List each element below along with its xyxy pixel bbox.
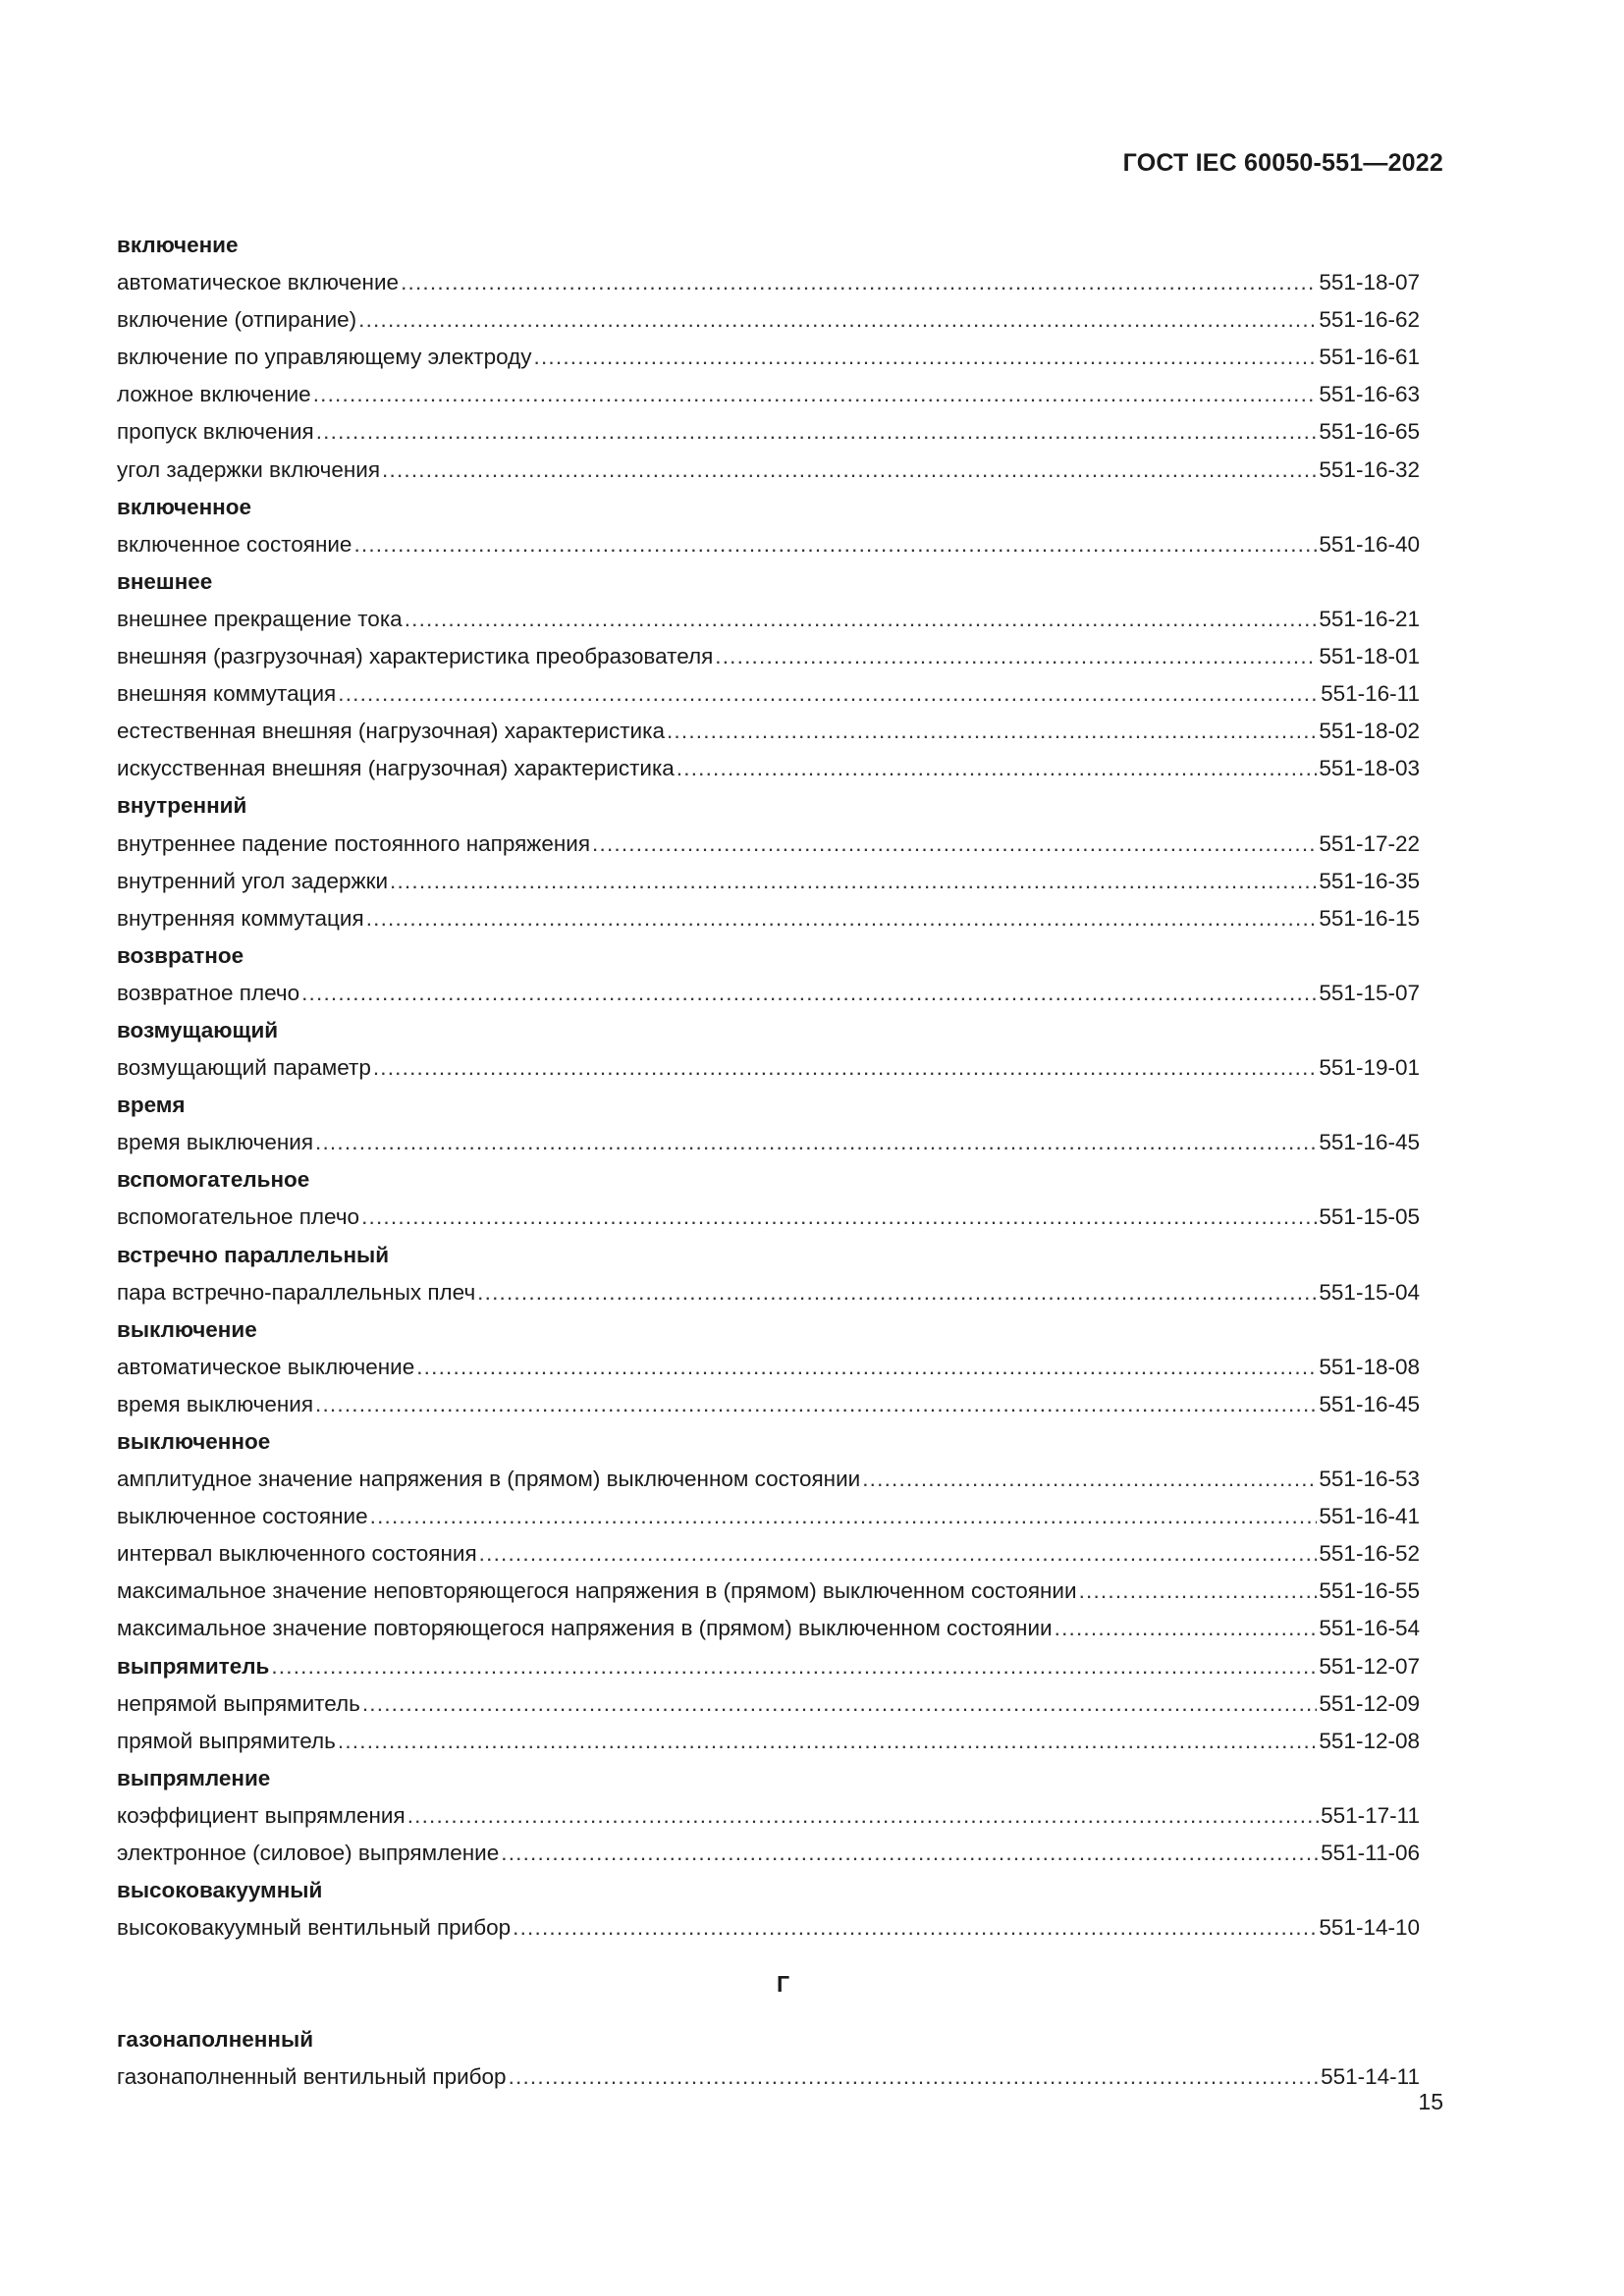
dot-leader	[509, 2058, 1320, 2096]
index-entry	[117, 975, 1420, 1012]
index-heading	[117, 937, 1420, 975]
dot-leader	[362, 1685, 1318, 1723]
dot-leader	[534, 339, 1318, 376]
entry-code: 551-19-01	[1319, 1055, 1420, 1081]
index-heading	[117, 489, 1420, 526]
dot-leader	[1055, 1610, 1318, 1647]
dot-leader	[501, 1835, 1319, 1872]
entry-code: 551-16-11	[1321, 681, 1420, 707]
document-header: ГОСТ IEC 60050-551—2022	[1122, 149, 1443, 177]
entry-term: возмущающий параметр	[117, 1055, 371, 1081]
index-heading	[117, 1648, 1420, 1685]
entry-term: газонаполненный вентильный прибор	[117, 2064, 507, 2090]
entry-term: высоковакуумный вентильный прибор	[117, 1915, 512, 1941]
entry-term: внутренняя коммутация	[117, 905, 364, 931]
entry-code: 551-15-07	[1319, 980, 1420, 1005]
dot-leader	[338, 675, 1319, 713]
section-letter: Г	[776, 1971, 790, 1998]
entry-term: внешняя коммутация	[117, 681, 337, 707]
heading-term: возмущающий	[117, 1017, 279, 1042]
entry-term: коэффициент выпрямления	[117, 1802, 406, 1828]
entry-term: включение (отпирание)	[117, 307, 357, 333]
entry-term: максимальное значение неповторяющегося напряжения в (прямом) выключенном состоянии	[117, 1578, 1077, 1604]
entry-code: 551-16-32	[1319, 456, 1420, 482]
index-entry	[117, 750, 1420, 787]
index-entry	[117, 376, 1420, 413]
entry-code: 551-16-52	[1319, 1541, 1420, 1567]
dot-leader	[315, 1124, 1317, 1161]
entry-code: 551-14-11	[1321, 2064, 1420, 2090]
heading-term: время	[117, 1093, 186, 1118]
index-entry	[117, 1685, 1420, 1723]
index-entry	[117, 1386, 1420, 1423]
index-entry	[117, 1124, 1420, 1161]
index-entry	[117, 1573, 1420, 1610]
index-heading	[117, 1423, 1420, 1461]
index-heading	[117, 1760, 1420, 1797]
entry-term: ложное включение	[117, 382, 311, 407]
entry-term: время выключения	[117, 1391, 314, 1416]
heading-term: встречно параллельный	[117, 1242, 390, 1267]
entry-term: интервал выключенного состояния	[117, 1541, 477, 1567]
entry-code: 551-18-07	[1319, 270, 1420, 295]
entry-code: 551-16-35	[1319, 868, 1420, 893]
heading-term: выключенное	[117, 1429, 271, 1454]
index-entry	[117, 1909, 1420, 1947]
heading-term: выпрямитель	[117, 1653, 270, 1679]
entry-code: 551-18-02	[1319, 719, 1420, 744]
entry-term: внешняя (разгрузочная) характеристика преобразователя	[117, 644, 714, 669]
entry-term: амплитудное значение напряжения в (прямом) выключенном состоянии	[117, 1467, 861, 1492]
dot-leader	[592, 826, 1317, 863]
index-entry	[117, 1199, 1420, 1236]
index-entry	[117, 863, 1420, 900]
index-entry	[117, 1349, 1420, 1386]
index-entry	[117, 826, 1420, 863]
entry-term: автоматическое включение	[117, 270, 400, 295]
index-entry	[117, 675, 1420, 713]
index-entry	[117, 1049, 1420, 1087]
index-heading	[117, 227, 1420, 264]
index-entry	[117, 1461, 1420, 1498]
entry-term: максимальное значение повторяющегося напряжения в (прямом) выключенном состоянии	[117, 1616, 1053, 1641]
index-entry	[117, 713, 1420, 750]
index-heading	[117, 1087, 1420, 1124]
dot-leader	[370, 1498, 1318, 1535]
heading-term: включение	[117, 233, 239, 257]
dot-leader	[313, 376, 1318, 413]
dot-leader	[366, 900, 1318, 937]
entry-code: 551-11-06	[1321, 1841, 1420, 1866]
entry-code: 551-16-61	[1319, 345, 1420, 370]
entry-code: 551-16-45	[1319, 1130, 1420, 1155]
dot-leader	[373, 1049, 1318, 1087]
index-entry	[117, 1835, 1420, 1872]
dot-leader	[271, 1648, 1317, 1685]
entry-code: 551-16-40	[1319, 531, 1420, 557]
entry-term: автоматическое выключение	[117, 1354, 415, 1379]
entry-code: 551-17-11	[1321, 1802, 1420, 1828]
entry-code: 551-18-03	[1319, 756, 1420, 781]
dot-leader	[407, 1797, 1319, 1835]
entry-code: 551-16-62	[1319, 307, 1420, 333]
entry-code: 551-16-65	[1319, 419, 1420, 445]
entry-code: 551-16-53	[1319, 1467, 1420, 1492]
entry-term: пропуск включения	[117, 419, 314, 445]
heading-term: газонаполненный	[117, 2027, 314, 2053]
index-entry	[117, 526, 1420, 563]
index-entry	[117, 1797, 1420, 1835]
index-entry	[117, 1723, 1420, 1760]
index-heading	[117, 1311, 1420, 1349]
entry-code: 551-16-54	[1319, 1616, 1420, 1641]
dot-leader	[382, 452, 1317, 489]
index-entry	[117, 452, 1420, 489]
dot-leader	[479, 1535, 1318, 1573]
entry-term: выключенное состояние	[117, 1504, 368, 1529]
heading-term: внешнее	[117, 568, 213, 594]
index-heading	[117, 2021, 1420, 2058]
entry-term: внутренний угол задержки	[117, 868, 389, 893]
dot-leader	[862, 1461, 1317, 1498]
entry-term: искусственная внешняя (нагрузочная) характеристика	[117, 756, 675, 781]
heading-term: включенное	[117, 494, 252, 519]
dot-leader	[316, 413, 1318, 451]
dot-leader	[301, 975, 1317, 1012]
entry-term: включенное состояние	[117, 531, 352, 557]
index-heading	[117, 1161, 1420, 1199]
heading-code: 551-12-07	[1319, 1653, 1420, 1679]
index-entry	[117, 1274, 1420, 1311]
entry-term: угол задержки включения	[117, 456, 381, 482]
dot-leader	[477, 1274, 1317, 1311]
entry-code: 551-18-01	[1319, 644, 1420, 669]
index-entry	[117, 1610, 1420, 1647]
entry-term: естественная внешняя (нагрузочная) характеристика	[117, 719, 665, 744]
index-heading	[117, 1872, 1420, 1909]
entry-code: 551-16-15	[1319, 905, 1420, 931]
dot-leader	[361, 1199, 1317, 1236]
index-heading	[117, 787, 1420, 825]
index-entry	[117, 264, 1420, 301]
heading-term: внутренний	[117, 793, 247, 819]
heading-term: возвратное	[117, 942, 244, 968]
heading-term: выпрямление	[117, 1765, 271, 1790]
entry-code: 551-16-55	[1319, 1578, 1420, 1604]
dot-leader	[338, 1723, 1318, 1760]
term-index	[117, 227, 1420, 2097]
entry-code: 551-17-22	[1319, 830, 1420, 856]
index-entry	[117, 1498, 1420, 1535]
entry-code: 551-14-10	[1319, 1915, 1420, 1941]
entry-term: вспомогательное плечо	[117, 1204, 360, 1230]
index-entry	[117, 601, 1420, 638]
entry-term: прямой выпрямитель	[117, 1728, 336, 1753]
entry-term: внутреннее падение постоянного напряжения	[117, 830, 591, 856]
index-entry	[117, 413, 1420, 451]
entry-code: 551-12-09	[1319, 1690, 1420, 1716]
index-entry	[117, 339, 1420, 376]
index-heading	[117, 563, 1420, 601]
dot-leader	[353, 526, 1317, 563]
entry-term: внешнее прекращение тока	[117, 606, 403, 631]
dot-leader	[677, 750, 1318, 787]
entry-code: 551-15-05	[1319, 1204, 1420, 1230]
entry-code: 551-12-08	[1319, 1728, 1420, 1753]
heading-term: выключение	[117, 1316, 257, 1342]
index-heading	[117, 1237, 1420, 1274]
entry-code: 551-16-63	[1319, 382, 1420, 407]
index-entry	[117, 638, 1420, 675]
entry-term: пара встречно-параллельных плеч	[117, 1279, 476, 1305]
dot-leader	[315, 1386, 1317, 1423]
entry-code: 551-16-21	[1319, 606, 1420, 631]
index-entry	[117, 2058, 1420, 2096]
entry-term: непрямой выпрямитель	[117, 1690, 360, 1716]
dot-leader	[416, 1349, 1317, 1386]
dot-leader	[390, 863, 1317, 900]
index-entry	[117, 301, 1420, 339]
dot-leader	[401, 264, 1317, 301]
entry-term: время выключения	[117, 1130, 314, 1155]
index-entry	[117, 900, 1420, 937]
dot-leader	[715, 638, 1317, 675]
heading-term: вспомогательное	[117, 1167, 310, 1193]
dot-leader	[358, 301, 1317, 339]
entry-code: 551-16-45	[1319, 1391, 1420, 1416]
dot-leader	[667, 713, 1317, 750]
dot-leader	[513, 1909, 1317, 1947]
dot-leader	[405, 601, 1318, 638]
heading-term: высоковакуумный	[117, 1878, 323, 1903]
entry-term: включение по управляющему электроду	[117, 345, 532, 370]
entry-term: возвратное плечо	[117, 980, 300, 1005]
dot-leader	[1079, 1573, 1318, 1610]
index-heading	[117, 1012, 1420, 1049]
page-number: 15	[1418, 2089, 1443, 2114]
index-entry	[117, 1535, 1420, 1573]
entry-code: 551-15-04	[1319, 1279, 1420, 1305]
entry-code: 551-16-41	[1319, 1504, 1420, 1529]
entry-term: электронное (силовое) выпрямление	[117, 1841, 500, 1866]
entry-code: 551-18-08	[1319, 1354, 1420, 1379]
